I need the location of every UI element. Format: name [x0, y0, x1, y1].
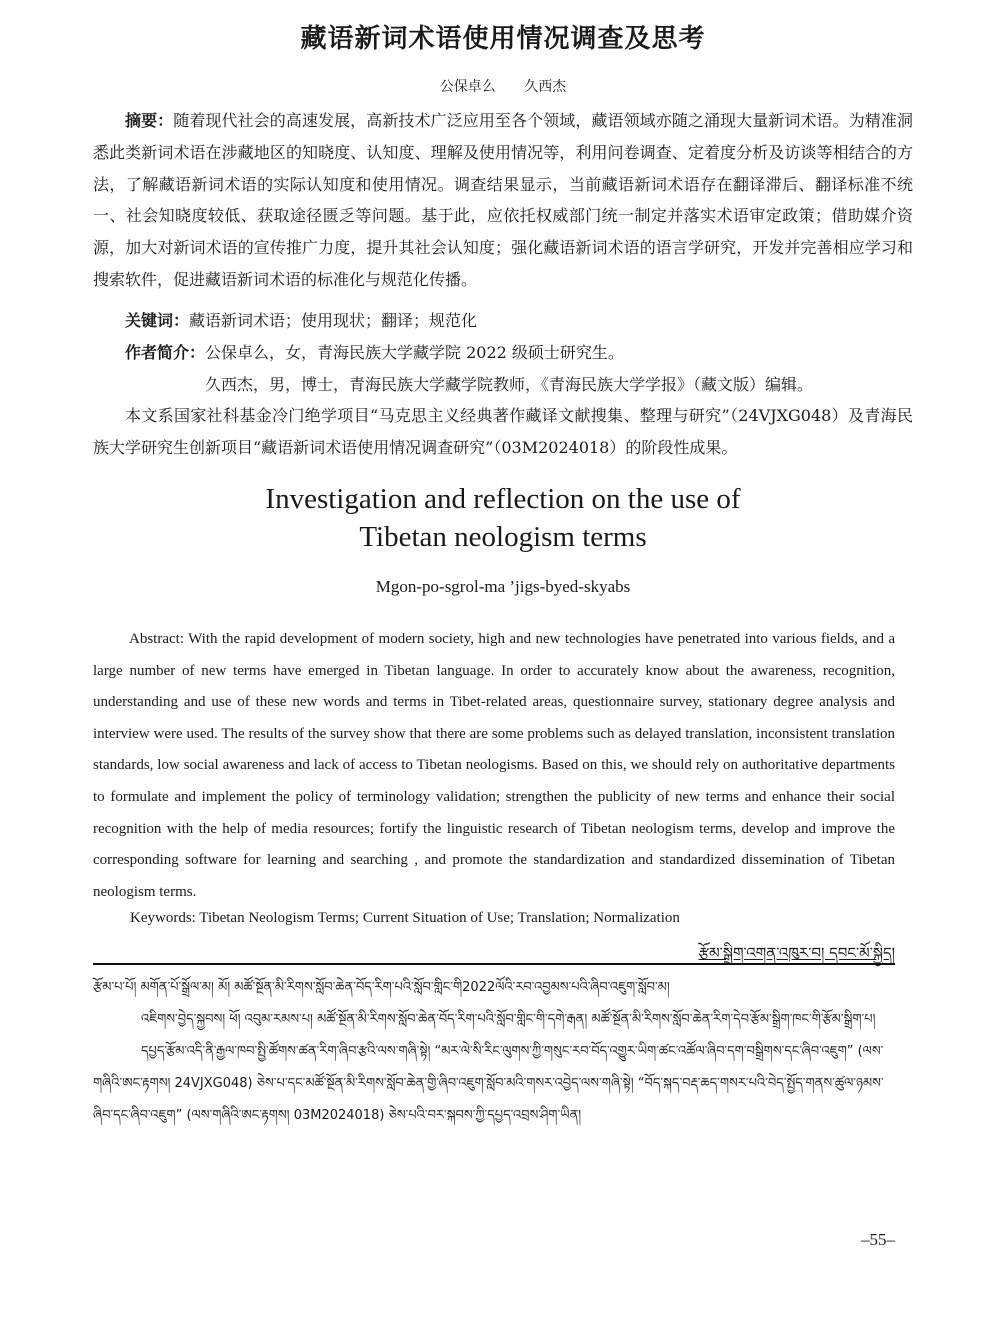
english-title-line: Tibetan neologism terms	[359, 521, 647, 553]
chinese-keywords	[93, 305, 913, 337]
english-keywords-text: Tibetan Neologism Terms; Current Situation of Use; Translation; Normalization	[195, 910, 680, 926]
abstract-text: 随着现代社会的高速发展，高新技术广泛应用至各个领域，藏语领域亦随之涌现大量新词术语。为精准洞悉此类新词术语在涉藏地区的知晓度、认知度、理解及使用情况等，利用问卷调查、定着度分析及访谈等相结合的方法，了解藏语新词术语的实际认知度和使用情况。调查结果显示，当前藏语新词术语存在翻译滞后、翻译标准不统一、社会知晓度较低、获取途径匮乏等问题。基于此，应依托权威部门统一制定并落实术语审定政策；借助媒介资源，加大对新词术语的宣传推广力度，提升其社会认知度；强化藏语新词术语的语言学研究，开发并完善相应学习和搜索软件，促进藏语新词术语的标准化与规范化传播。	[93, 111, 913, 289]
tibetan-funding-note: དཔྱད་རྩོམ་འདི་ནི་རྒྱལ་ཁབ་སྤྱི་ཚོགས་ཚན་རིག་ཞིབ་རྩའི་ལས་གཞི་སྟེ། “མར་ལེ་སི་རིང་ལུགས་ཀྱི་གསུང་རབ་བོད་འགྱུར་ཡིག་ཚང་འཚོལ་ཞིབ་དག་བསྒྲིགས་དང་ཞིབ་འཇུག” (ལས་གཞིའི་ཨང་རྟགས། 24VJXG048) ཅེས་པ་དང་མཚོ་སྔོན་མི་རིགས་སློབ་ཆེན་གྱི་ཞིབ་འཇུག་སློབ་མའི་གསར་འབྱེད་ལས་གཞི་སྟེ། “བོད་སྐད་བརྡ་ཆད་གསར་པའི་བེད་སྤྱོད་གནས་ཚུལ་ཉམས་ཞིབ་དང་ཞིབ་འཇུག” (ལས་གཞིའི་ཨང་རྟགས། 03M2024018) ཅེས་པའི་བར་སྐབས་ཀྱི་དཔྱད་འབྲས་ཤིག་ཡིན།	[93, 1044, 884, 1123]
author-bio	[93, 337, 913, 369]
chinese-title: 藏语新词术语使用情况调查及思考	[300, 24, 706, 54]
english-abstract	[93, 624, 895, 908]
tibetan-notes	[93, 972, 895, 1132]
chinese-authors	[0, 76, 1006, 96]
english-title	[0, 480, 1006, 556]
tibetan-editor-heading: རྩོམ་སྒྲིག་འགན་འཁུར་བ། དབང་མོ་སྐྱིད།	[698, 944, 895, 962]
bio-label: 作者简介：	[125, 343, 206, 362]
funding-text: 本文系国家社科基金冷门绝学项目“马克思主义经典著作藏译文献搜集、整理与研究”（24VJXG048）及青海民族大学研究生创新项目“藏语新词术语使用情况调查研究”（03M2024018）的阶段性成果。	[93, 406, 913, 457]
author-name: 公保卓么	[439, 79, 496, 95]
english-keywords-label: Keywords:	[130, 910, 196, 926]
bio-first-author: 公保卓么，女，青海民族大学藏学院 2022 级硕士研究生。	[205, 343, 624, 362]
funding-note	[93, 400, 913, 464]
keywords-label: 关键词：	[125, 311, 190, 330]
english-abstract-text: With the rapid development of modern society, high and new technologies have penetrated into various fields, and a large number of new terms have emerged in Tibetan language. In order to accurately know about the awareness, recognition, understanding and use of these new words and terms in Tibet-related areas, questionnaire survey, stationary degree analysis and interview were used. The results of the survey show that there are some problems such as delayed translation, inconsistent translation standards, low social awareness and lack of access to Tibetan neologisms. Based on this, we should rely on authoritative departments to formulate and implement the policy of terminology validation; strengthen the publicity of new terms and enhance their social recognition with the help of media resources; fortify the linguistic research of Tibetan neologism terms, develop and improve the corresponding software for learning and searching , and promote the standardization and standardized dissemination of Tibetan neologism terms.	[93, 631, 895, 900]
tibetan-author-note: རྩོམ་པ་པོ། མགོན་པོ་སྒྲོལ་མ། མོ། མཚོ་སྔོན་མི་རིགས་སློབ་ཆེན་བོད་རིག་པའི་སློབ་གླིང་གི2022ལོའི་རབ་འབྱམས་པའི་ཞིབ་འཇུག་སློབ་མ།	[93, 980, 670, 995]
english-authors: Mgon-po-sgrol-ma ’jigs-byed-skyabs	[375, 577, 631, 596]
abstract-label: 摘要：	[125, 111, 174, 130]
bio-second-author: 久西杰，男，博士，青海民族大学藏学院教师，《青海民族大学学报》（藏文版）编辑。	[205, 375, 814, 394]
english-keywords	[130, 910, 680, 927]
divider-rule	[93, 963, 895, 965]
keywords-text: 藏语新词术语；使用现状；翻译；规范化	[189, 311, 478, 330]
author-bio-second	[205, 369, 905, 401]
english-title-line: Investigation and reflection on the use of	[265, 483, 741, 515]
chinese-abstract	[93, 105, 913, 296]
page-number: –55–	[861, 1230, 895, 1249]
author-name: 久西杰	[524, 79, 567, 95]
english-abstract-label: Abstract:	[129, 631, 184, 647]
tibetan-author-note: འཇིགས་བྱེད་སྐྱབས། ཕོ། འབུམ་རམས་པ། མཚོ་སྔོན་མི་རིགས་སློབ་ཆེན་བོད་རིག་པའི་སློབ་གླིང་གི་དགེ་རྒན། མཚོ་སྔོན་མི་རིགས་སློབ་ཆེན་རིག་དེབ་རྩོམ་སྒྲིག་ཁང་གི་རྩོམ་སྒྲིག་པ།	[141, 1012, 876, 1027]
chinese-abstract-section	[93, 105, 913, 296]
